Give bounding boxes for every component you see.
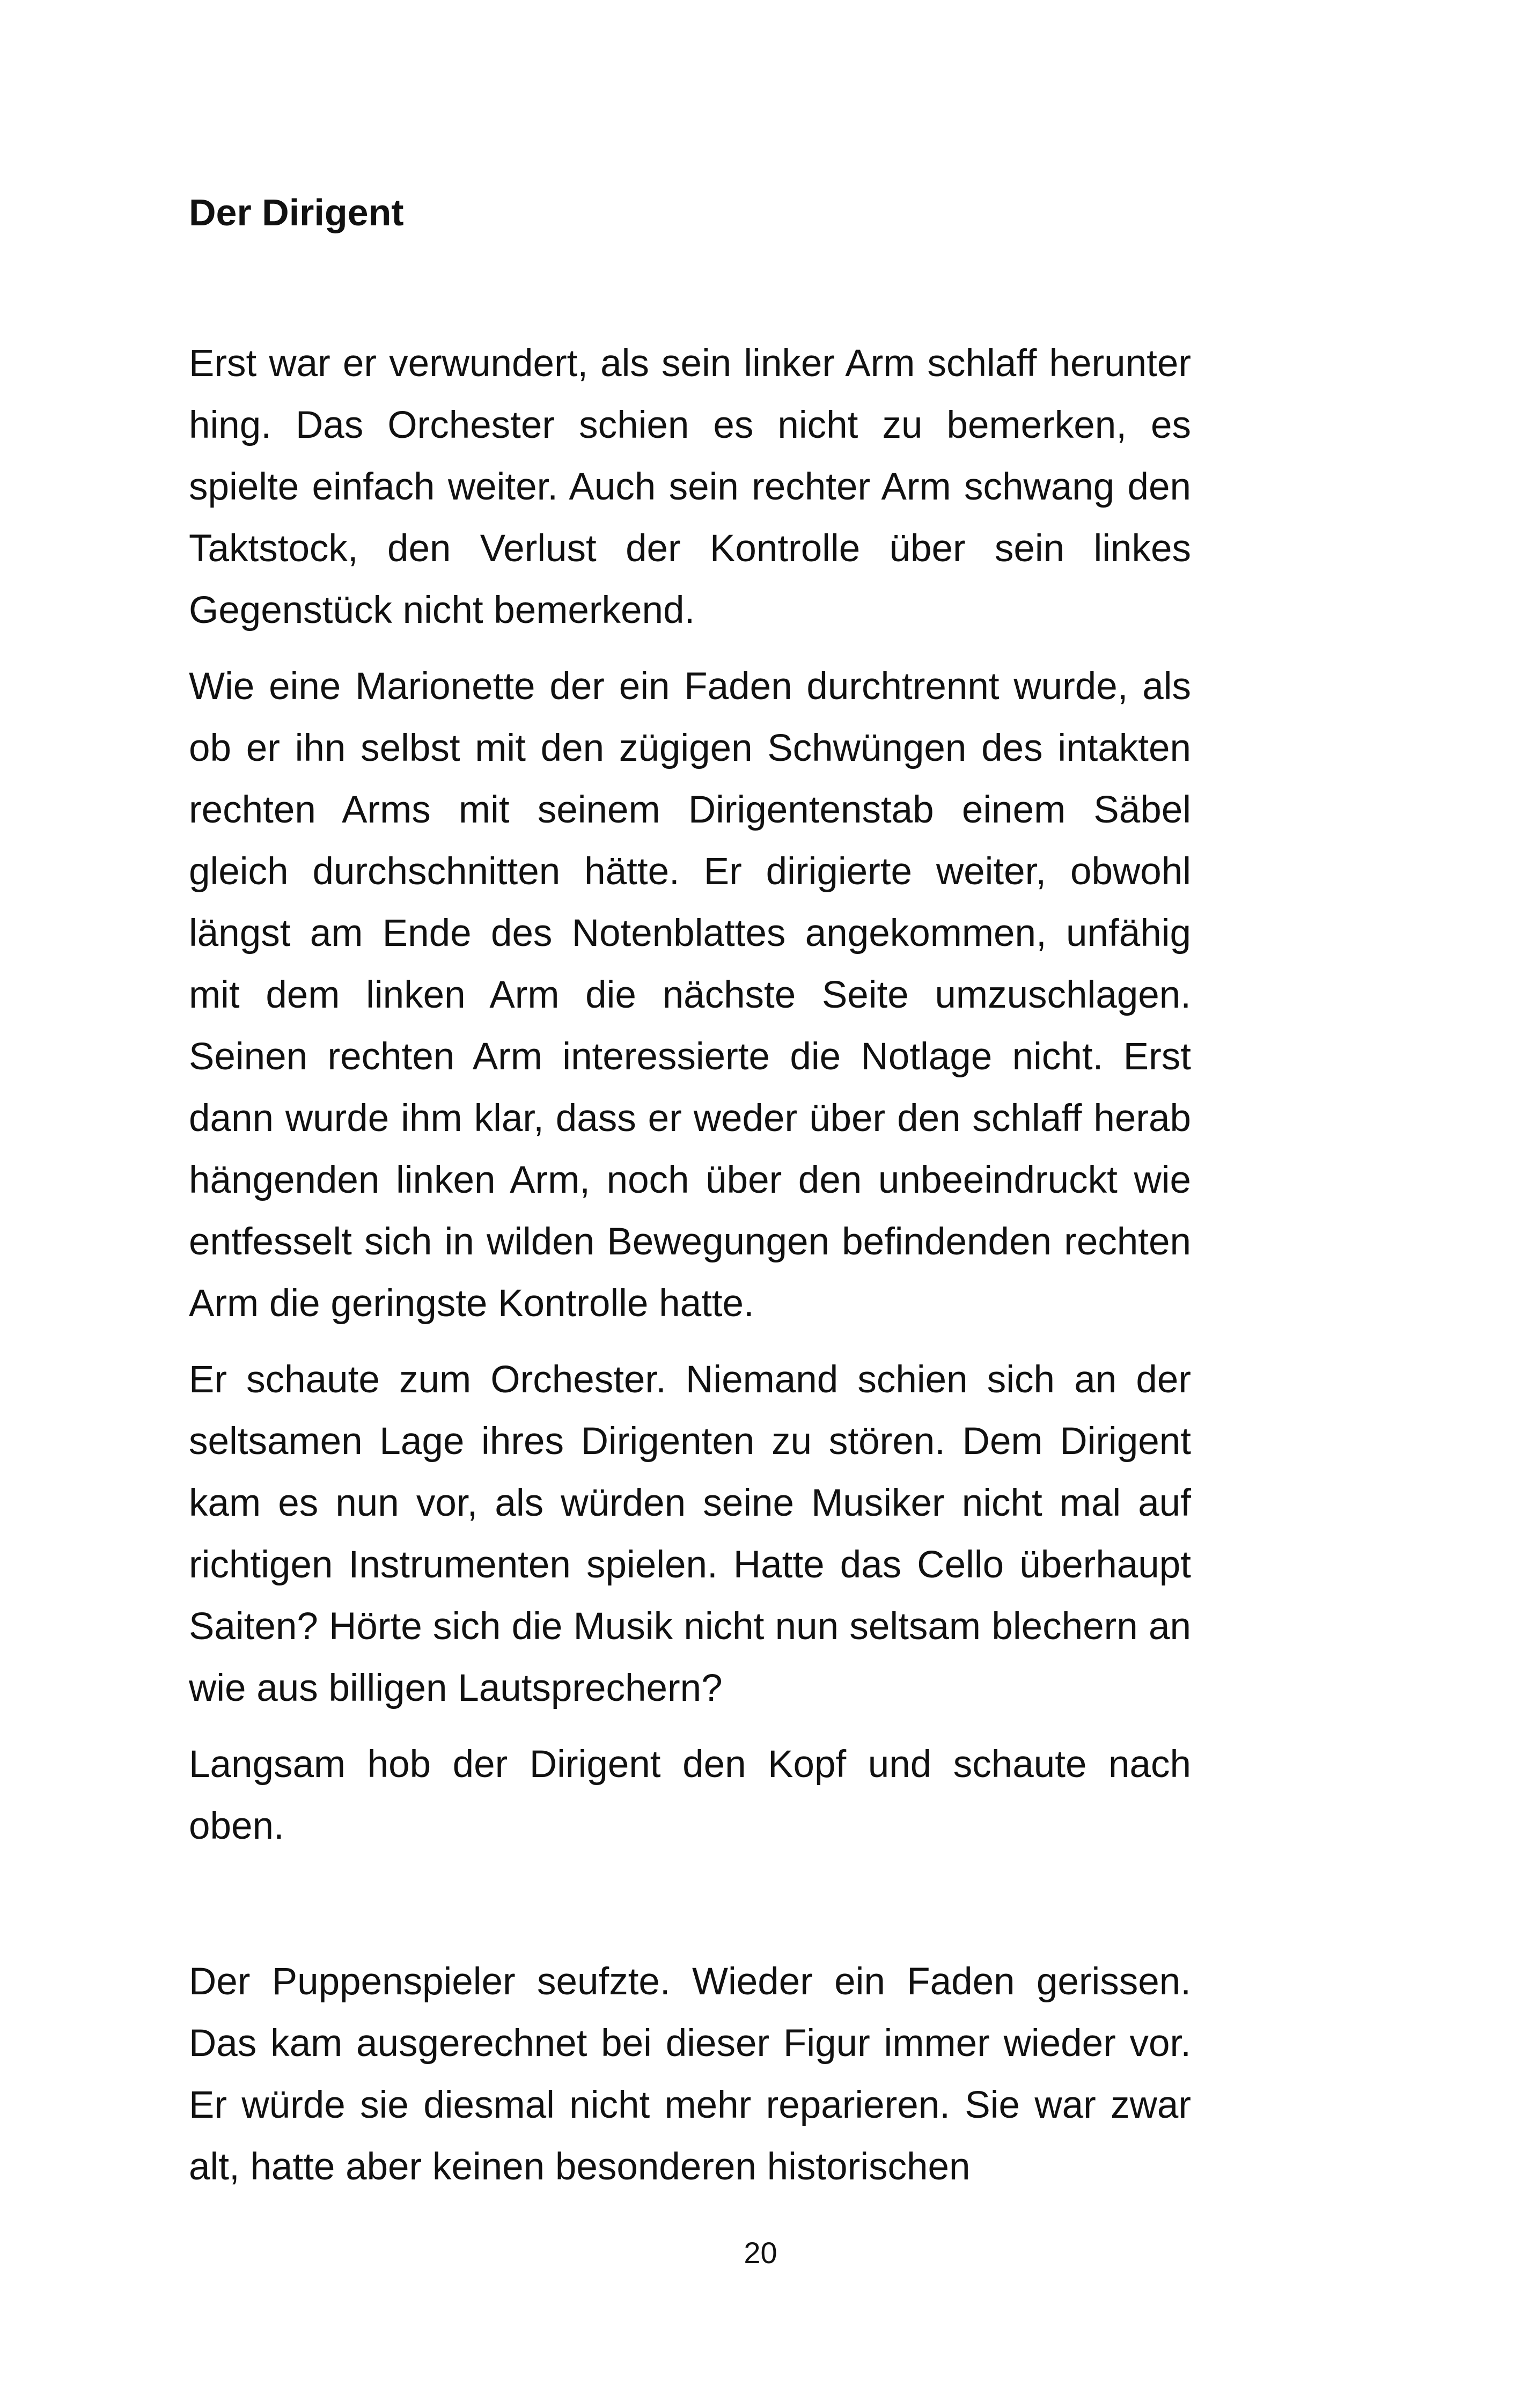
chapter-title: Der Dirigent xyxy=(189,192,404,233)
paragraph-1: Erst war er verwundert, als sein linker Arm schlaff herunter hing. Das Orchester schien es nicht zu bemerken, es spielte einfach weiter. Auch sein rechter Arm schwang den Taktstock, den Verlust der Kontrolle über sein linkes Gegenstück nicht bemerkend. xyxy=(189,342,1191,632)
paragraph-4: Langsam hob der Dirigent den Kopf und schaute nach oben. xyxy=(189,1743,1191,1847)
page-number: 20 xyxy=(744,2236,777,2270)
body-text xyxy=(189,333,1191,2198)
paragraph-3: Er schaute zum Orchester. Niemand schien sich an der seltsamen Lage ihres Dirigenten zu stören. Dem Dirigent kam es nun vor, als würden seine Musiker nicht mal auf richtigen Instrumenten spielen. Hatte das Cello überhaupt Saiten? Hörte sich die Musik nicht nun seltsam blechern an wie aus billigen Lautsprechern? xyxy=(189,1359,1191,1709)
paragraph-5: Der Puppenspieler seufzte. Wieder ein Faden gerissen. Das kam ausgerechnet bei dieser Figur immer wieder vor. Er würde sie diesmal nicht mehr reparieren. Sie war zwar alt, hatte aber keinen besonderen historischen xyxy=(189,1961,1191,2188)
paragraph-2: Wie eine Marionette der ein Faden durchtrennt wurde, als ob er ihn selbst mit den zügigen Schwüngen des intakten rechten Arms mit seinem Dirigentenstab einem Säbel gleich durchschnitten hätte. Er dirigierte weiter, obwohl längst am Ende des Notenblattes angekommen, unfähig mit dem linken Arm die nächste Seite umzuschlagen. Seinen rechten Arm interessierte die Notlage nicht. Erst dann wurde ihm klar, dass er weder über den schlaff herab hängenden linken Arm, noch über den unbeeindruckt wie entfesselt sich in wilden Bewegungen befindenden rechten Arm die geringste Kontrolle hatte. xyxy=(189,665,1191,1325)
